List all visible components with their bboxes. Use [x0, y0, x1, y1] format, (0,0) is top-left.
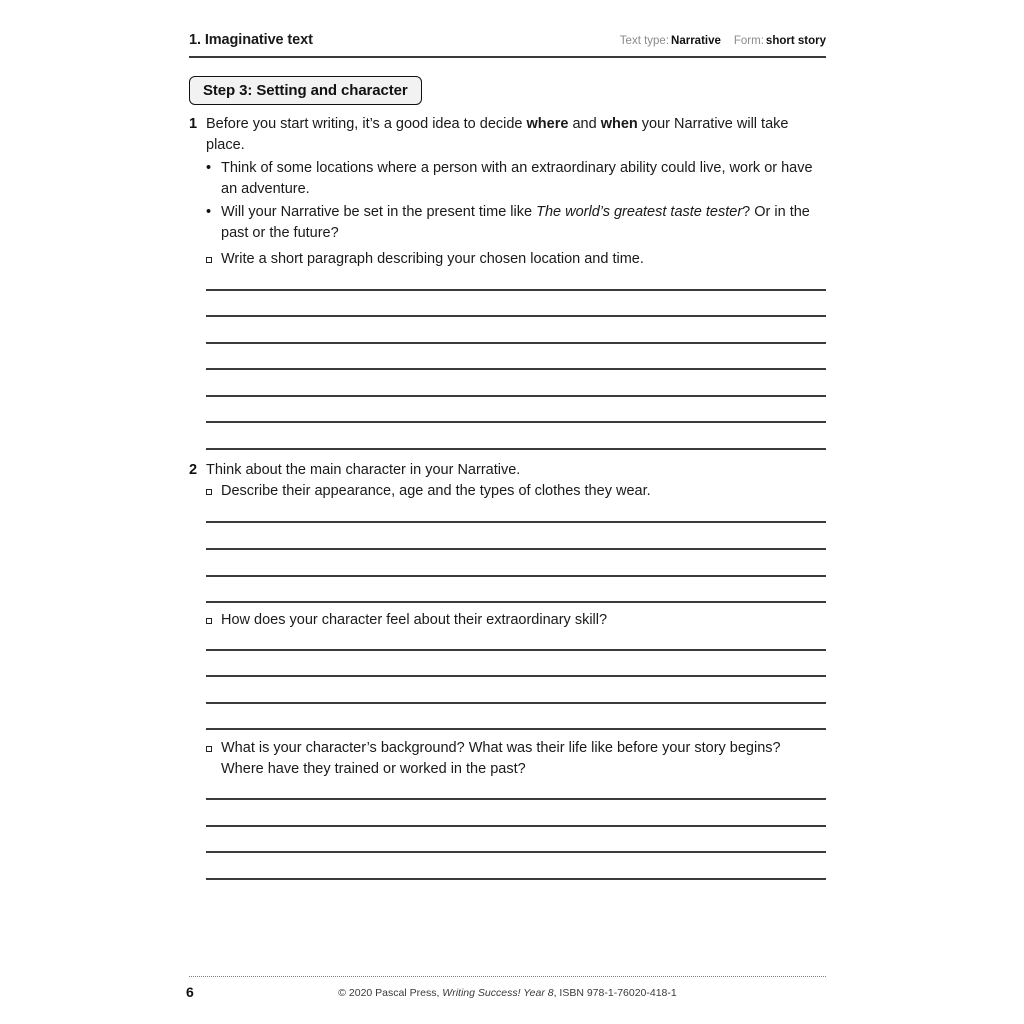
answer-line[interactable]: [206, 342, 826, 344]
answer-line[interactable]: [206, 728, 826, 730]
step-heading-box: Step 3: Setting and character: [189, 76, 422, 105]
question-2-number: 2: [189, 462, 198, 478]
answer-line[interactable]: [206, 851, 826, 853]
page-title: 1. Imaginative text: [189, 32, 313, 48]
header-metadata: [620, 35, 826, 47]
answer-line[interactable]: [206, 368, 826, 370]
footer-divider: [189, 976, 826, 977]
question-1-bullet-1: [206, 158, 826, 200]
question-2-subtask-2-text: How does your character feel about their extraordinary skill?: [221, 612, 608, 628]
answer-line[interactable]: [206, 548, 826, 550]
answer-line[interactable]: [206, 798, 826, 800]
answer-line[interactable]: [206, 575, 826, 577]
bullet-dot-icon: •: [206, 160, 212, 176]
text-type-group: [620, 35, 721, 47]
question-1-bullet-1-text: Think of some locations where a person with an extraordinary ability could live, work or have an adventure.: [221, 160, 813, 197]
copyright-notice: [189, 987, 826, 999]
q1-b2-part-2: ? Or in the past or the future?: [221, 204, 810, 241]
q1-b2-part-1: Will your Narrative be set in the present time like: [221, 204, 537, 220]
answer-line[interactable]: [206, 702, 826, 704]
text-type-value: Narrative: [671, 35, 721, 47]
q1-b2-story-title: The world’s greatest taste tester: [536, 204, 743, 220]
header-divider: [189, 56, 826, 58]
form-value: short story: [765, 35, 826, 47]
text-type-label: Text type:: [619, 35, 670, 47]
question-1: [189, 114, 829, 156]
answer-line[interactable]: [206, 825, 826, 827]
copyright-part-2: , ISBN 978-1-76020-418-1: [553, 987, 677, 999]
q1-keyword-where: where: [526, 116, 569, 132]
question-1-prompt: [206, 114, 829, 156]
q1-prompt-part-2: and: [568, 116, 601, 132]
form-group: [734, 35, 826, 47]
question-1-bullet-2: [206, 202, 826, 244]
answer-line[interactable]: [206, 878, 826, 880]
form-label: Form:: [733, 35, 764, 47]
question-2-prompt: Think about the main character in your Narrative.: [206, 462, 521, 478]
question-1-number: 1: [189, 116, 198, 132]
question-2-subtask-1-text: Describe their appearance, age and the types of clothes they wear.: [221, 483, 651, 499]
question-2: [189, 460, 829, 481]
answer-line[interactable]: [206, 395, 826, 397]
q1-prompt-part-3: your Narrative will take place.: [206, 116, 789, 153]
answer-line[interactable]: [206, 448, 826, 450]
answer-line[interactable]: [206, 675, 826, 677]
question-2-subtask-3: [206, 738, 826, 780]
question-2-subtask-2: [206, 610, 826, 631]
question-1-task: [206, 249, 826, 270]
answer-line[interactable]: [206, 649, 826, 651]
answer-line[interactable]: [206, 521, 826, 523]
question-2-subtask-3-text: What is your character’s background? What was their life like before your story begins? Where have they trained or worked in the past?: [221, 740, 781, 777]
copyright-part-1: © 2020 Pascal Press,: [338, 987, 443, 999]
bullet-dot-icon: •: [206, 204, 212, 220]
publication-title: Writing Success! Year 8: [442, 987, 554, 999]
question-1-bullet-2-text: [221, 202, 826, 244]
answer-line[interactable]: [206, 289, 826, 291]
q1-keyword-when: when: [600, 116, 638, 132]
answer-line[interactable]: [206, 421, 826, 423]
question-1-task-text: Write a short paragraph describing your chosen location and time.: [221, 251, 644, 267]
q1-prompt-part-1: Before you start writing, it’s a good idea to decide: [206, 116, 527, 132]
answer-line[interactable]: [206, 601, 826, 603]
question-2-subtask-1: [206, 481, 826, 502]
answer-line[interactable]: [206, 315, 826, 317]
page-number: 6: [186, 984, 194, 1000]
